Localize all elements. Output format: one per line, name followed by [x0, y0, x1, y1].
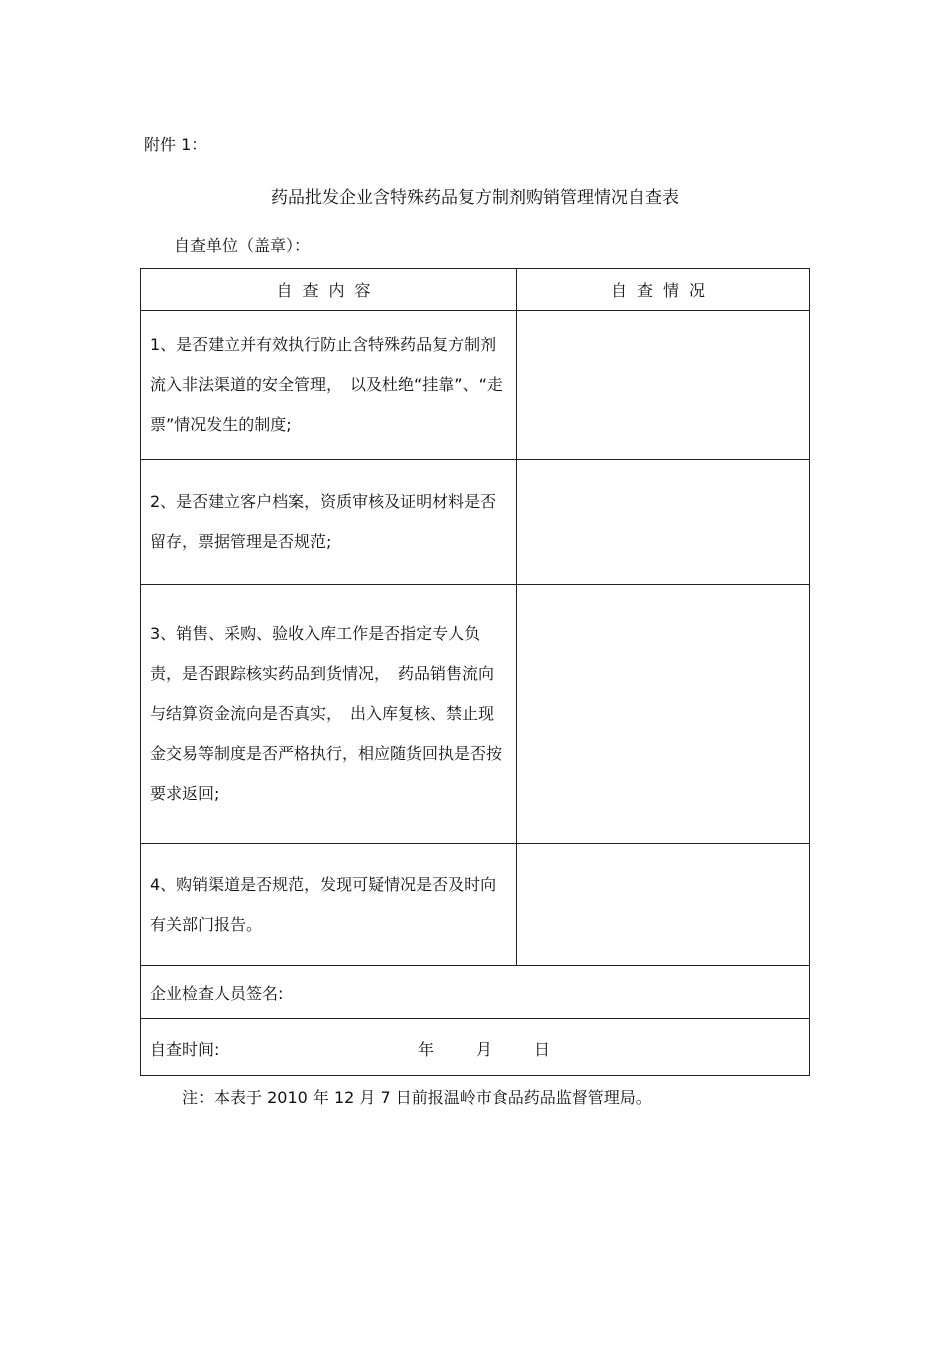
table-row	[141, 844, 810, 966]
inspector-row	[141, 966, 810, 1019]
inspector-signature-field[interactable]: 企业检查人员签名:	[141, 966, 810, 1019]
check-date-field[interactable]	[141, 1019, 809, 1075]
status-cell-2[interactable]	[517, 460, 810, 585]
check-date-label: 自查时间:	[150, 1040, 220, 1059]
check-item-4: 4、购销渠道是否规范，发现可疑情况是否及时向有关部门报告。	[141, 844, 517, 966]
table-header-row	[141, 269, 810, 311]
document-title: 药品批发企业含特殊药品复方制剂购销管理情况自查表	[271, 188, 679, 208]
status-cell-1[interactable]	[517, 311, 810, 460]
attachment-label: 附件 1：	[144, 135, 208, 154]
self-check-table	[140, 268, 810, 1076]
month-label: 月	[476, 1040, 493, 1059]
table-row	[141, 311, 810, 460]
unit-stamp-label: 自查单位（盖章）：	[174, 236, 311, 255]
status-column-header: 自查情况	[517, 269, 810, 311]
check-item-3: 3、销售、采购、验收入库工作是否指定专人负责，是否跟踪核实药品到货情况， 药品销售流向与结算资金流向是否真实， 出入库复核、禁止现金交易等制度是否严格执行，相应随货回执是否按要求返回;	[141, 585, 517, 844]
content-column-header: 自查内容	[141, 269, 517, 311]
check-item-2: 2、是否建立客户档案，资质审核及证明材料是否留存，票据管理是否规范;	[141, 460, 517, 585]
date-row	[141, 1019, 810, 1076]
check-item-1: 1、是否建立并有效执行防止含特殊药品复方制剂流入非法渠道的安全管理， 以及杜绝“挂靠”、“走票”情况发生的制度;	[141, 311, 517, 460]
submission-note: 注：本表于 2010 年 12 月 7 日前报温岭市食品药品监督管理局。	[182, 1088, 652, 1107]
table-row	[141, 585, 810, 844]
status-cell-3[interactable]	[517, 585, 810, 844]
status-cell-4[interactable]	[517, 844, 810, 966]
day-label: 日	[534, 1040, 551, 1059]
table-row	[141, 460, 810, 585]
year-label: 年	[418, 1040, 435, 1059]
